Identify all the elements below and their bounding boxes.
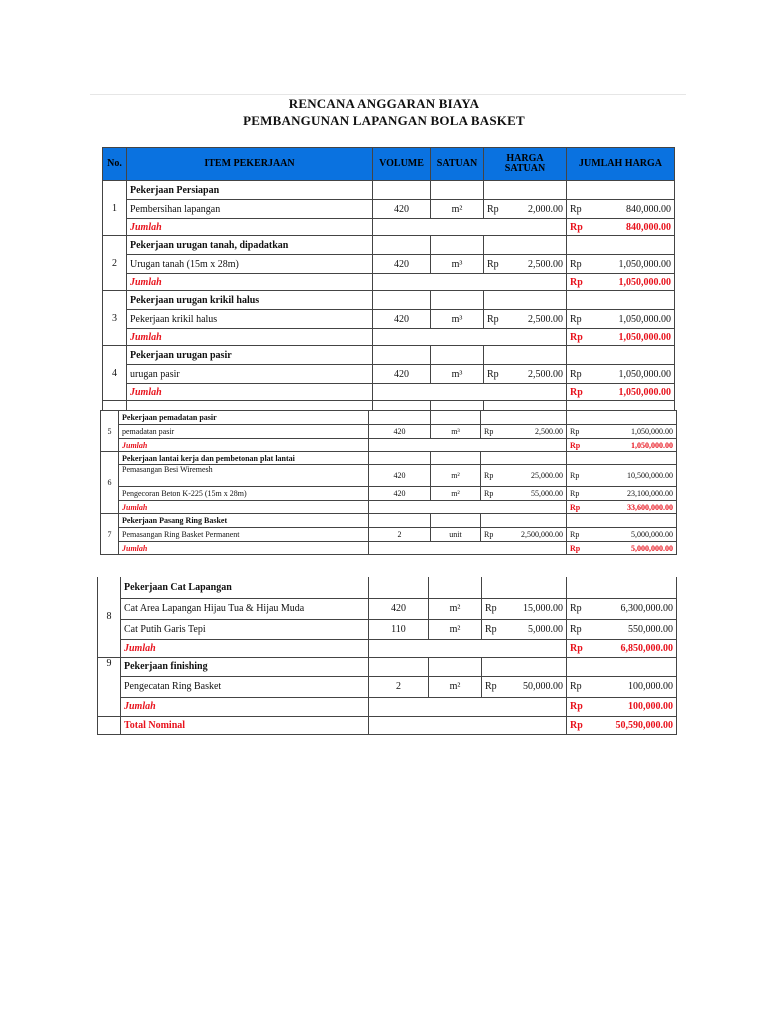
item-total: Rp 840,000.00 xyxy=(567,200,675,219)
item-unit: m² xyxy=(431,200,484,219)
jumlah-row: Jumlah Rp 6,850,000.00 xyxy=(98,639,677,657)
section-title: Pekerjaan pemadatan pasir xyxy=(119,411,369,425)
row-number: 3 xyxy=(103,291,127,346)
blank-row xyxy=(103,401,675,411)
row-number: 4 xyxy=(103,346,127,401)
item-unit: m³ xyxy=(431,365,484,384)
item-unit: m³ xyxy=(431,255,484,274)
section-title-row: 6 Pekerjaan lantai kerja dan pembetonan plat lantai xyxy=(101,452,677,465)
section-title: Pekerjaan urugan tanah, dipadatkan xyxy=(127,236,373,255)
item-price: Rp 2,500.00 xyxy=(484,255,567,274)
section-title-row xyxy=(103,181,675,200)
section-title-row xyxy=(103,346,675,365)
section-title-row: 7 Pekerjaan Pasang Ring Basket xyxy=(101,514,677,528)
table-row xyxy=(103,310,675,329)
col-jumlah: JUMLAH HARGA xyxy=(567,148,675,181)
table-row: Pengecatan Ring Basket 2 m² Rp 50,000.00 Rp 100,000.00 xyxy=(98,676,677,697)
jumlah-total: Rp 1,050,000.00 xyxy=(567,329,675,346)
budget-table-part3 xyxy=(97,577,677,735)
item-total: Rp 1,050,000.00 xyxy=(567,310,675,329)
item-volume: 420 xyxy=(373,310,431,329)
item-name: Urugan tanah (15m x 28m) xyxy=(127,255,373,274)
item-unit: m³ xyxy=(431,310,484,329)
table-row: Cat Putih Garis Tepi 110 m² Rp 5,000.00 Rp 550,000.00 xyxy=(98,619,677,639)
col-satuan: SATUAN xyxy=(431,148,484,181)
jumlah-row xyxy=(103,329,675,346)
jumlah-row xyxy=(103,219,675,236)
item-total: Rp 1,050,000.00 xyxy=(567,365,675,384)
item-price: Rp 2,000.00 xyxy=(484,200,567,219)
top-rule xyxy=(90,94,686,95)
item-name: Pekerjaan krikil halus xyxy=(127,310,373,329)
table-header-row xyxy=(103,148,675,181)
section-title: Pekerjaan Persiapan xyxy=(127,181,373,200)
section-title-row xyxy=(103,291,675,310)
item-volume: 420 xyxy=(373,200,431,219)
table-row xyxy=(103,200,675,219)
jumlah-total: Rp 1,050,000.00 xyxy=(567,274,675,291)
table-row: pemadatan pasir 420 m³ Rp 2,500.00 Rp 1,050,000.00 xyxy=(101,425,677,439)
jumlah-label: Jumlah xyxy=(127,274,373,291)
budget-table-part2 xyxy=(100,410,677,555)
table-row: Pemasangan Ring Basket Permanent 2 unit Rp 2,500,000.00 Rp 5,000,000.00 xyxy=(101,528,677,542)
row-number: 2 xyxy=(103,236,127,291)
section-title-row xyxy=(103,236,675,255)
section-title-row: 9 Pekerjaan finishing xyxy=(98,657,677,676)
col-harga: HARGA SATUAN xyxy=(484,148,567,181)
total-value: 50,590,000.00 xyxy=(615,719,673,731)
jumlah-row xyxy=(103,274,675,291)
section-title: Pekerjaan urugan pasir xyxy=(127,346,373,365)
document-title: RENCANA ANGGARAN BIAYA xyxy=(288,96,480,111)
table-row xyxy=(103,255,675,274)
item-price: Rp 2,500.00 xyxy=(484,310,567,329)
jumlah-row: Jumlah Rp 1,050,000.00 xyxy=(101,439,677,452)
jumlah-label: Jumlah xyxy=(127,219,373,236)
item-volume: 420 xyxy=(373,255,431,274)
item-volume: 420 xyxy=(373,365,431,384)
item-name: urugan pasir xyxy=(127,365,373,384)
row-number: 5 xyxy=(101,411,119,452)
table-row: Pemasangan Besi Wiremesh 420 m² Rp 25,000.00 Rp 10,500,000.00 xyxy=(101,465,677,487)
section-title-row: 8 Pekerjaan Cat Lapangan xyxy=(98,577,677,598)
section-title-row xyxy=(101,411,677,425)
total-label: Total Nominal xyxy=(121,716,369,734)
item-name: Pembersihan lapangan xyxy=(127,200,373,219)
col-no: No. xyxy=(103,148,127,181)
item-price: Rp 2,500.00 xyxy=(484,365,567,384)
jumlah-total: Rp 840,000.00 xyxy=(567,219,675,236)
section-title: Pekerjaan urugan krikil halus xyxy=(127,291,373,310)
row-number: 1 xyxy=(103,181,127,236)
jumlah-label: Jumlah xyxy=(127,384,373,401)
jumlah-row: Jumlah Rp 100,000.00 xyxy=(98,697,677,716)
col-item: ITEM PEKERJAAN xyxy=(127,148,373,181)
jumlah-row: Jumlah Rp 5,000,000.00 xyxy=(101,542,677,555)
row-number: 8 xyxy=(98,577,121,657)
document-subtitle: PEMBANGUNAN LAPANGAN BOLA BASKET xyxy=(243,113,525,128)
jumlah-label: Jumlah xyxy=(127,329,373,346)
table-row: Cat Area Lapangan Hijau Tua & Hijau Muda 420 m² Rp 15,000.00 Rp 6,300,000.00 xyxy=(98,598,677,619)
jumlah-row: Jumlah Rp 33,600,000.00 xyxy=(101,501,677,514)
budget-table-part1 xyxy=(102,147,675,411)
item-total: Rp 1,050,000.00 xyxy=(567,255,675,274)
jumlah-total: Rp 1,050,000.00 xyxy=(567,384,675,401)
table-row: Pengecoran Beton K-225 (15m x 28m) 420 m² Rp 55,000.00 Rp 23,100,000.00 xyxy=(101,487,677,501)
item-name: pemadatan pasir xyxy=(119,425,369,439)
col-volume: VOLUME xyxy=(373,148,431,181)
table-row xyxy=(103,365,675,384)
total-row: Total Nominal Rp 50,590,000.00 xyxy=(98,716,677,734)
jumlah-row xyxy=(103,384,675,401)
